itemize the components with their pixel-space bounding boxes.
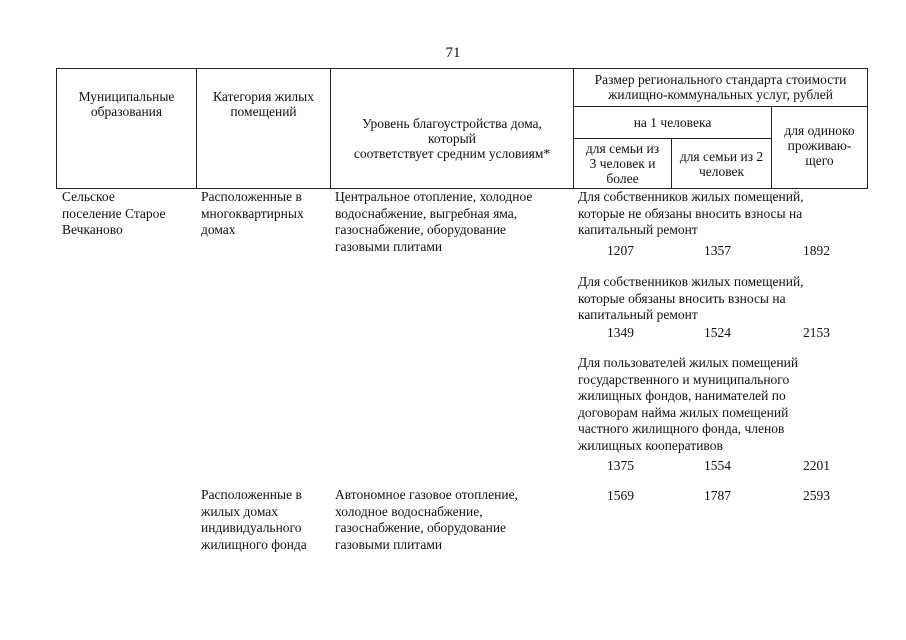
level-individual-houses — [335, 487, 575, 553]
value-family3: 1207 — [607, 243, 634, 258]
municipality-line: поселение Старое — [62, 205, 166, 221]
subgroup-title-line: капитальный ремонт — [578, 222, 698, 237]
subgroup-title-line: жилищных фондов, нанимателей по — [578, 388, 786, 403]
subgroup-owners-capital-repair — [578, 274, 868, 324]
level-line: газовыми плитами — [335, 238, 443, 254]
header-level — [330, 68, 574, 189]
category-line: многоквартирных — [201, 205, 304, 221]
subgroup-title-line: капитальный ремонт — [578, 307, 698, 322]
value-single: 2593 — [803, 488, 830, 503]
header-single — [771, 106, 868, 189]
header-per-person-text: на 1 человека — [633, 115, 712, 130]
level-line: водоснабжение, выгребная яма, — [335, 205, 518, 221]
header-level-line2: соответствует средним условиям* — [353, 146, 551, 161]
level-line: Центральное отопление, холодное — [335, 189, 533, 204]
header-level-line1: Уровень благоустройства дома, который — [362, 116, 542, 146]
header-municipality-text: Муниципальные образования — [78, 89, 175, 119]
value-family2: 1554 — [704, 458, 731, 473]
category-line: Расположенные в — [201, 189, 302, 204]
value-family3: 1569 — [607, 488, 634, 503]
municipality-name — [62, 189, 197, 239]
subgroup-title-line: Для собственников жилых помещений, — [578, 189, 804, 204]
value-family2: 1357 — [704, 243, 731, 258]
value-family3: 1349 — [607, 325, 634, 340]
level-line: Автономное газовое отопление, — [335, 487, 518, 502]
header-family2 — [671, 138, 772, 189]
subgroup-title-line: государственного и муниципального — [578, 371, 790, 387]
header-standard-size — [573, 68, 868, 107]
subgroup-title-line: частного жилищного фонда, членов — [578, 421, 785, 436]
value-family2: 1787 — [704, 488, 731, 503]
subgroup-title-line: которые обязаны вносить взносы на — [578, 290, 786, 306]
value-single: 1892 — [803, 243, 830, 258]
header-municipality — [56, 68, 197, 189]
subgroup-title-line: Для пользователей жилых помещений — [578, 355, 799, 370]
header-category — [196, 68, 331, 189]
municipality-line: Вечканово — [62, 222, 123, 237]
category-line: жилых домах — [201, 503, 279, 519]
header-per-person — [573, 106, 772, 139]
subgroup-title-line: Для собственников жилых помещений, — [578, 274, 804, 289]
category-line: домах — [201, 222, 236, 237]
value-family3: 1375 — [607, 458, 634, 473]
subgroup-title-line: договорам найма жилых помещений — [578, 404, 789, 420]
category-individual-houses — [201, 487, 331, 553]
header-standard-size-text: Размер регионального стандарта стоимости жилищно-коммунальных услуг, рублей — [594, 72, 847, 102]
value-family2: 1524 — [704, 325, 731, 340]
level-line: газоснабжение, оборудование — [335, 222, 507, 237]
header-family3-text: для семьи из 3 человек и более — [585, 141, 660, 186]
level-line: холодное водоснабжение, — [335, 503, 483, 519]
subgroup-title-line: жилищных кооперативов — [578, 437, 723, 453]
header-family2-text: для семьи из 2 человек — [679, 149, 764, 179]
subgroup-title-line: которые не обязаны вносить взносы на — [578, 205, 803, 221]
subgroup-owners-no-capital-repair — [578, 189, 868, 239]
category-line: Расположенные в — [201, 487, 302, 502]
level-apartment-buildings — [335, 189, 575, 255]
category-line: жилищного фонда — [201, 536, 307, 552]
value-single: 2153 — [803, 325, 830, 340]
municipality-line: Сельское — [62, 189, 115, 204]
header-single-text: для одиноко проживаю-щего — [784, 123, 855, 168]
category-line: индивидуального — [201, 520, 302, 535]
value-single: 2201 — [803, 458, 830, 473]
category-apartment-buildings — [201, 189, 331, 239]
header-family3 — [573, 138, 672, 189]
level-line: газовыми плитами — [335, 536, 443, 552]
page-number: 71 — [445, 45, 461, 61]
header-category-text: Категория жилых помещений — [213, 89, 314, 119]
subgroup-users-state-housing — [578, 355, 868, 454]
level-line: газоснабжение, оборудование — [335, 520, 507, 535]
